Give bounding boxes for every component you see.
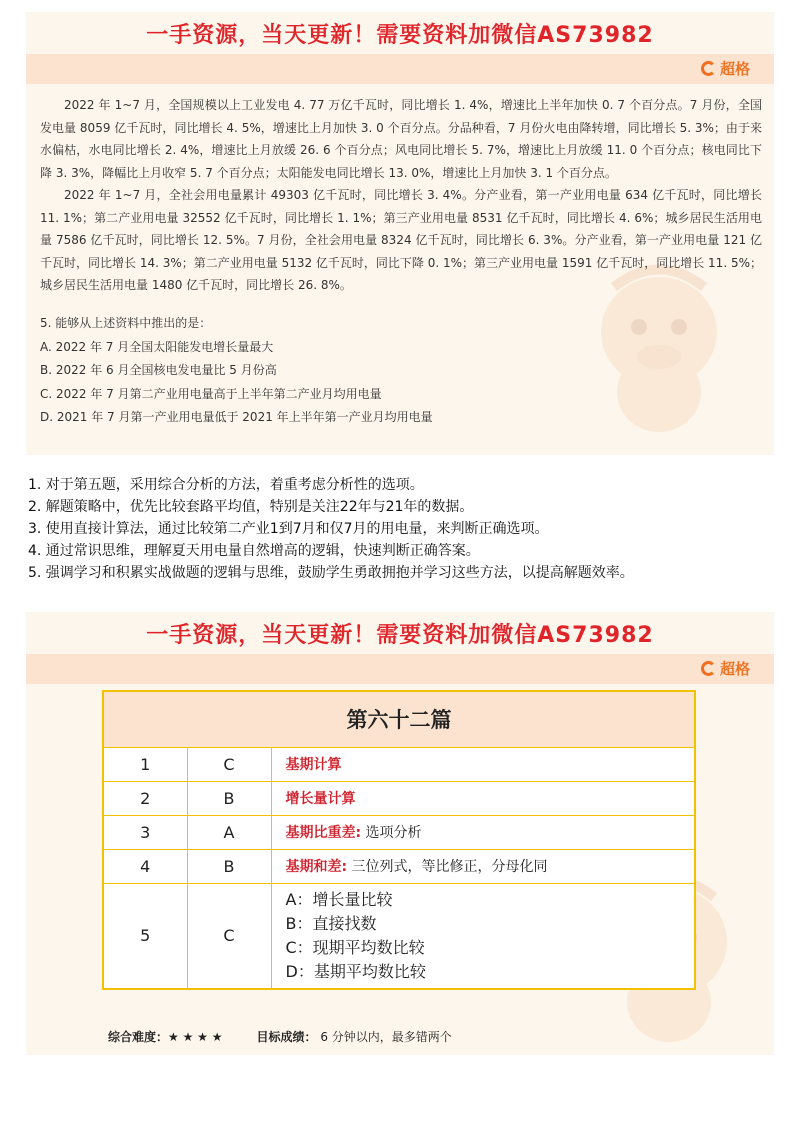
answer-table — [102, 690, 696, 990]
brand-logo — [701, 658, 750, 679]
watermark-banner: 一手资源，当天更新！需要资料加微信AS73982 — [146, 23, 654, 48]
logo-text: 超格 — [719, 660, 750, 678]
option-analysis-line: A：增长量比较 — [285, 889, 393, 909]
passage-paragraph: 2022 年 1~7 月，全社会用电量累计 49303 亿千瓦时，同比增长 3. 4%。分产业看，第一产业用电量 634 亿千瓦时，同比增长 11. 1%；第二产业用电量 32552 亿千瓦时，同比增长 1. 1%；第三产业用电量 8531 亿千瓦时，同比增长 4. 6%；城乡居民生活用电量 7586 亿千瓦时，同比增长 12. 5%。7 月份，全社会用电量 8324 亿千瓦时，同比增长 6. 3%。分产业看，第一产业用电量 121 亿千瓦时，同比增长 14. 3%；第二产业用电量 5132 亿千瓦时，同比下降 0. 1%；第三产业用电量 1591 亿千瓦时，同比增长 11. 5%；城乡居民生活用电量 1480 亿千瓦时，同比增长 26. 8%。 — [40, 188, 762, 292]
note-item: 2. 解题策略中，优先比较套路平均值，特别是关注22年与21年的数据。 — [28, 499, 474, 515]
logo-icon — [701, 661, 716, 676]
question-block — [40, 312, 740, 430]
method-text: 选项分析 — [361, 825, 422, 841]
target-score — [257, 1028, 452, 1045]
method-tag: 增长量计算 — [285, 791, 356, 807]
answer-explanation — [271, 815, 695, 849]
logo-icon — [701, 61, 716, 76]
reading-passage — [40, 94, 762, 297]
answer-slide — [26, 612, 774, 1055]
brand-logo — [701, 58, 750, 79]
option-analysis-line: B：直接找数 — [285, 913, 377, 933]
method-tag: 基期计算 — [285, 757, 342, 773]
option-a: A. 2022 年 7 月全国太阳能发电增长量最大 — [40, 339, 274, 354]
option-c: C. 2022 年 7 月第二产业用电量高于上半年第二产业月均用电量 — [40, 386, 382, 401]
option-b: B. 2022 年 6 月全国核电发电量比 5 月份高 — [40, 363, 277, 377]
option-analysis-line: C：现期平均数比较 — [285, 937, 425, 957]
question-number: 5 — [103, 883, 187, 989]
question-number: 2 — [103, 781, 187, 815]
table-row — [103, 815, 695, 849]
table-row — [103, 781, 695, 815]
note-item: 3. 使用直接计算法，通过比较第二产业1到7月和仅7月的用电量，来判断正确选项。 — [28, 521, 549, 537]
table-row — [103, 747, 695, 781]
watermark-banner: 一手资源，当天更新！需要资料加微信AS73982 — [146, 623, 654, 648]
answer-explanation — [271, 747, 695, 781]
difficulty-stars: ★ ★ ★ ★ — [168, 1030, 223, 1044]
answer-letter: A — [187, 815, 271, 849]
question-number: 4 — [103, 849, 187, 883]
target-label: 目标成绩： — [256, 1030, 317, 1044]
question-stem: 5. 能够从上述资料中推出的是： — [40, 316, 212, 330]
note-item: 4. 通过常识思维，理解夏天用电量自然增高的逻辑，快速判断正确答案。 — [28, 543, 480, 559]
answer-explanation — [271, 781, 695, 815]
answer-letter: C — [187, 883, 271, 989]
slide-footer — [108, 1028, 452, 1045]
question-slide — [26, 12, 774, 455]
slide-header-bar — [26, 54, 774, 84]
logo-text: 超格 — [719, 60, 750, 78]
answer-table-title: 第六十二篇 — [103, 691, 695, 747]
slide-header-bar — [26, 654, 774, 684]
answer-letter: B — [187, 849, 271, 883]
difficulty-label: 综合难度： — [108, 1030, 169, 1044]
passage-paragraph: 2022 年 1~7 月，全国规模以上工业发电 4. 77 万亿千瓦时，同比增长 1. 4%，增速比上半年加快 0. 7 个百分点。7 月份，全国发电量 8059 亿千瓦时，同比增长 4. 5%，增速比上月加快 3. 0 个百分点。分品种看，7 月份火电由降转增，同比增长 5. 3%；由于来水偏枯，水电同比增长 2. 4%，增速比上月放缓 26. 6 个百分点；风电同比增长 5. 7%，增速比上月放缓 11. 0 个百分点；核电同比下降 3. 3%，降幅比上月收窄 5. 7 个百分点；太阳能发电同比增长 13. 0%，增速比上月加快 3. 1 个百分点。 — [40, 98, 762, 180]
analysis-notes — [28, 474, 778, 584]
note-item: 5. 强调学习和积累实战做题的逻辑与思维，鼓励学生勇敢拥抱并学习这些方法，以提高解题效率。 — [28, 565, 634, 581]
answer-letter: C — [187, 747, 271, 781]
method-tag: 基期和差: — [285, 859, 348, 875]
option-analysis — [271, 883, 695, 989]
table-row — [103, 883, 695, 989]
method-text: 三位列式，等比修正，分母化同 — [347, 859, 548, 875]
difficulty — [108, 1028, 223, 1045]
target-value: 6 分钟以内，最多错两个 — [316, 1030, 452, 1044]
question-number: 3 — [103, 815, 187, 849]
option-analysis-line: D：基期平均数比较 — [285, 961, 426, 981]
answer-explanation — [271, 849, 695, 883]
table-row — [103, 849, 695, 883]
note-item: 1. 对于第五题，采用综合分析的方法，着重考虑分析性的选项。 — [28, 477, 424, 493]
option-d: D. 2021 年 7 月第一产业用电量低于 2021 年上半年第一产业月均用电量 — [40, 410, 433, 424]
answer-letter: B — [187, 781, 271, 815]
method-tag: 基期比重差: — [285, 825, 362, 841]
question-number: 1 — [103, 747, 187, 781]
